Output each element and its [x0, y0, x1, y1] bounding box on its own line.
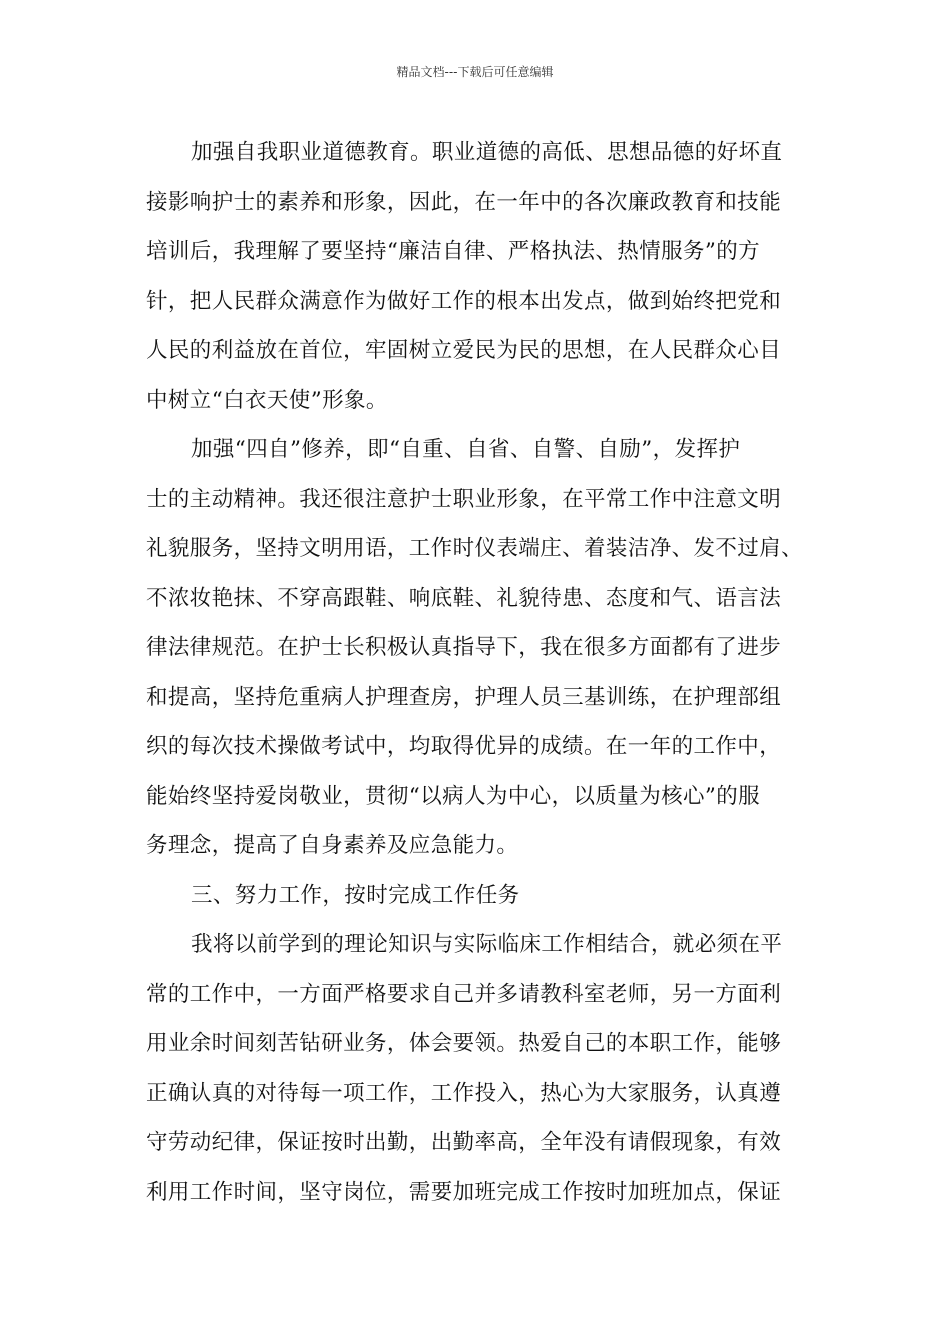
- text-line: 培训后，我理解了要坚持“廉洁自律、严格执法、热情服务”的方: [146, 239, 761, 264]
- text-line: 士的主动精神。我还很注意护士职业形象，在平常工作中注意文明: [146, 486, 782, 512]
- text-line: 接影响护士的素养和形象，因此，在一年中的各次廉政教育和技能: [146, 189, 782, 215]
- text-line: 我将以前学到的理论知识与实际临床工作相结合，就必须在平: [191, 932, 783, 957]
- section-heading: 三、努力工作，按时完成工作任务: [191, 882, 520, 908]
- body-text: [146, 128, 836, 1217]
- text-line: 针，把人民群众满意作为做好工作的根本出发点，做到始终把党和: [146, 288, 782, 314]
- text-line: 常的工作中，一方面严格要求自己并多请教科室老师，另一方面利: [146, 981, 782, 1007]
- text-line: 正确认真的对待每一项工作，工作投入，热心为大家服务，认真遵: [146, 1080, 782, 1106]
- text-line: 和提高，坚持危重病人护理查房，护理人员三基训练，在护理部组: [146, 684, 782, 710]
- text-line: 守劳动纪律，保证按时出勤，出勤率高，全年没有请假现象，有效: [146, 1130, 782, 1155]
- text-line: 织的每次技术操做考试中，均取得优异的成绩。在一年的工作中，: [146, 734, 782, 759]
- text-line: 不浓妆艳抹、不穿高跟鞋、响底鞋、礼貌待患、态度和气、语言法: [146, 585, 782, 611]
- text-line: 加强自我职业道德教育。职业道德的高低、思想品德的好坏直: [191, 140, 783, 165]
- text-line: 加强“四自”修养，即“自重、自省、自警、自励”，发挥护: [191, 437, 741, 462]
- text-line: 利用工作时间，坚守岗位，需要加班完成工作按时加班加点，保证: [146, 1179, 782, 1205]
- page-header: 精品文档---下载后可任意编辑: [396, 65, 554, 79]
- text-line: 用业余时间刻苦钻研业务，体会要领。热爱自己的本职工作，能够: [146, 1031, 782, 1056]
- text-line: 中树立“白衣天使”形象。: [146, 387, 388, 413]
- text-line: 能始终坚持爱岗敬业，贯彻“以病人为中心，以质量为核心”的服: [146, 783, 761, 809]
- text-line: 律法律规范。在护士长积极认真指导下，我在很多方面都有了进步: [146, 635, 782, 660]
- text-line: 礼貌服务，坚持文明用语，工作时仪表端庄、着装洁净、发不过肩、: [146, 536, 804, 561]
- text-line: 务理念，提高了自身素养及应急能力。: [146, 833, 519, 858]
- text-line: 人民的利益放在首位，牢固树立爱民为民的思想，在人民群众心目: [146, 338, 782, 363]
